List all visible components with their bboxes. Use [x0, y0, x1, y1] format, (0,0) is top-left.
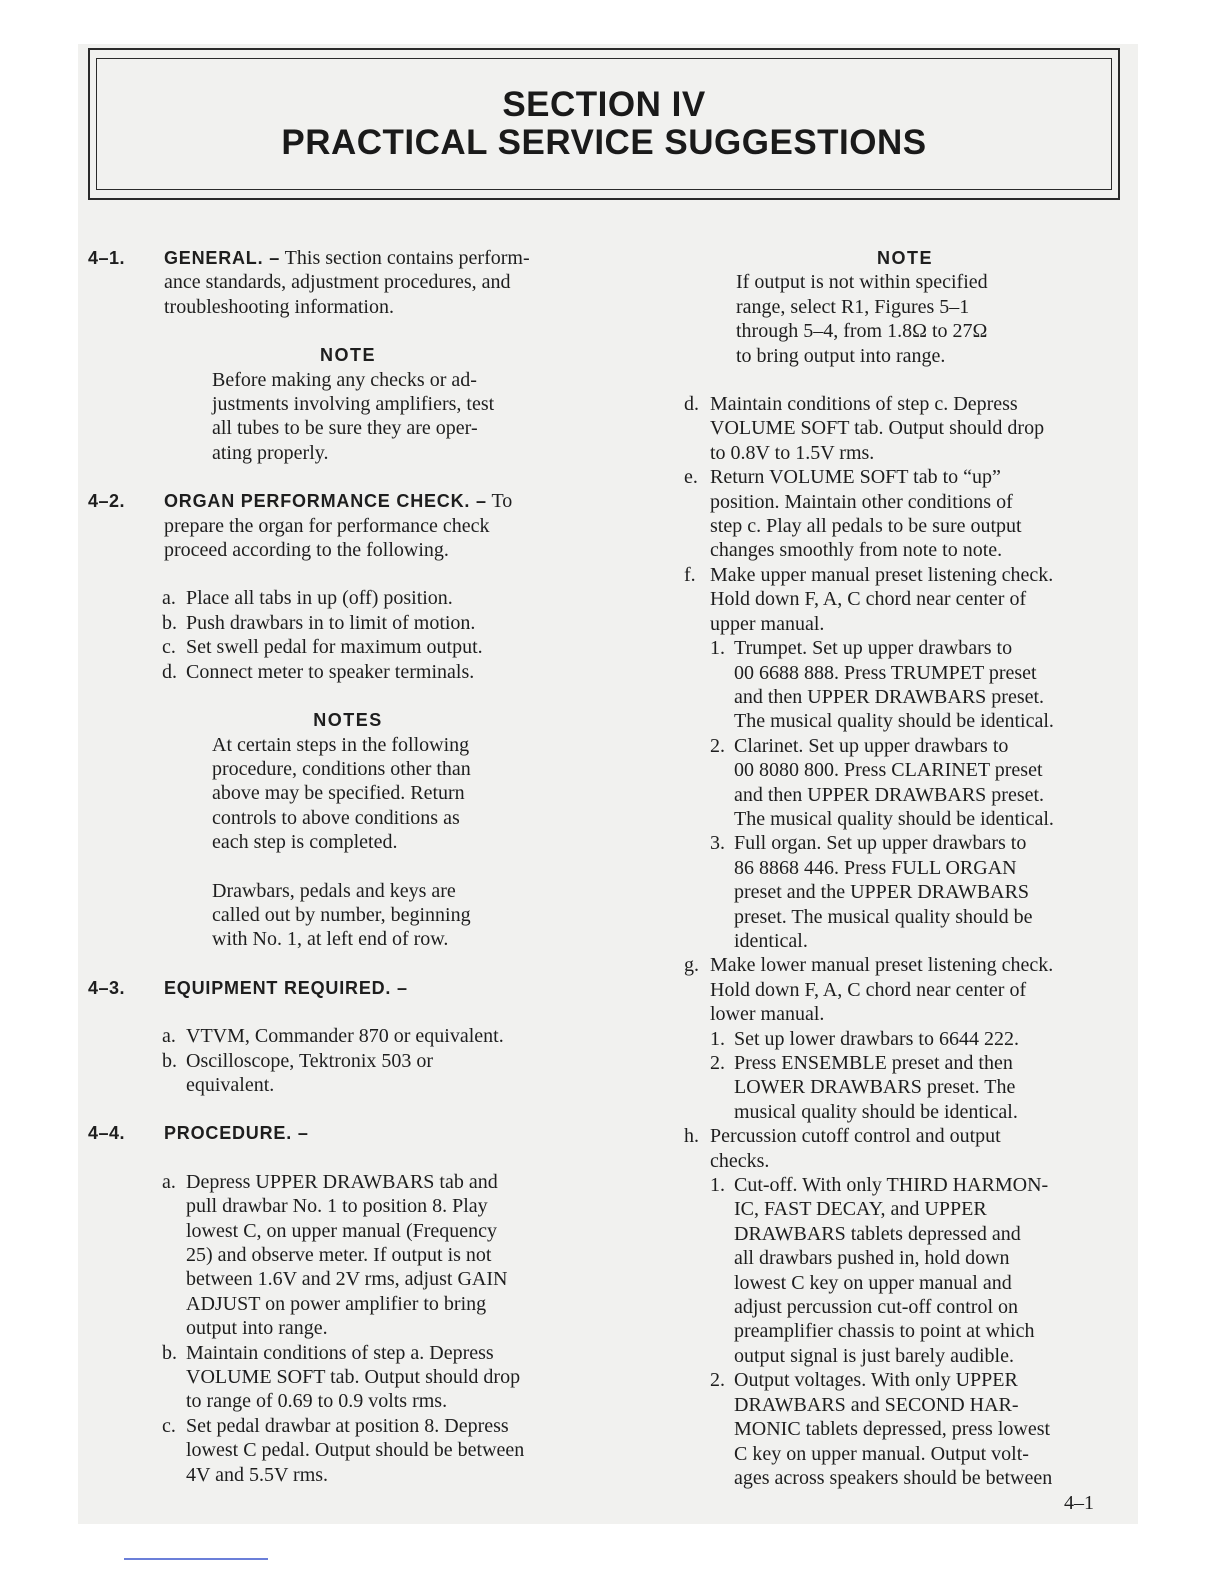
- paragraph-4-2: [88, 489, 608, 562]
- list-item: c. Set swell pedal for maximum output.: [162, 636, 483, 659]
- paragraph-text: proceed according to the following.: [164, 539, 449, 562]
- footer-rule: [124, 1558, 268, 1560]
- note-title: NOTE: [319, 345, 376, 366]
- equipment-list: [162, 1024, 608, 1097]
- sub-list-item: 1. Set up lower drawbars to 6644 222.: [710, 1027, 1019, 1050]
- note-line: controls to above conditions as: [212, 806, 460, 829]
- list-item: a. Depress UPPER DRAWBARS tab and pull drawbar No. 1 to position 8. Play lowest C, on upper manual (Frequency 25) and observe meter. If output is not between 1.6V and 2V rms, adjust GAIN ADJUST on power amplifier to bring output into range.: [162, 1170, 508, 1340]
- paragraph-heading: EQUIPMENT REQUIRED. –: [164, 977, 408, 998]
- list-item: b. Oscilloscope, Tektronix 503 or equivalent.: [162, 1049, 434, 1096]
- list-item: b. Push drawbars in to limit of motion.: [162, 611, 476, 634]
- list-item: e. Return VOLUME SOFT tab to “up” position. Maintain other conditions of step c. Play all pedals to be sure output changes smoothly from note to note.: [684, 466, 1022, 562]
- list-item: d. Connect meter to speaker terminals.: [162, 660, 475, 683]
- paragraph-text: ance standards, adjustment procedures, and: [164, 271, 511, 294]
- note-title: NOTE: [876, 248, 933, 268]
- note-line: through 5–4, from 1.8Ω to 27Ω: [736, 320, 988, 343]
- list-item: h. Percussion cutoff control and output checks. 1. Cut-off. With only THIRD HARMON- IC, FAST DECAY, and UPPER DRAWBARS tablets depressed and all drawbars pushed in, hold down lowest C key on upper manual and adjust percussion cut-off control on preamplifier chassis to point at which output signal is just barely audible. 2. Output voltages. With only UPPER DRAWBARS and SECOND HAR- MONIC tablets depressed, press lowest C key on upper manual. Output volt- ages across speakers should be between: [684, 1124, 1130, 1490]
- note-line: Before making any checks or ad-: [212, 368, 477, 391]
- paragraph-number: 4–4.: [88, 1123, 126, 1144]
- list-item: d. Maintain conditions of step c. Depress VOLUME SOFT tab. Output should drop to 0.8V to 1.5V rms.: [684, 393, 1045, 464]
- section-header-box: [88, 48, 1120, 200]
- section-number: SECTION IV: [502, 85, 706, 124]
- note-line: called out by number, beginning: [212, 903, 471, 926]
- paragraph-text: troubleshooting information.: [164, 295, 394, 318]
- paragraph-heading: PROCEDURE. –: [164, 1123, 309, 1144]
- notes-body: [212, 733, 608, 952]
- paragraph-heading: GENERAL. –: [164, 248, 281, 268]
- list-item: a. Place all tabs in up (off) position.: [162, 587, 453, 610]
- list-item: c. Set pedal drawbar at position 8. Depress lowest C pedal. Output should be between 4V and 5.5V rms.: [162, 1414, 525, 1486]
- note-line: ating properly.: [212, 441, 329, 464]
- sub-list-item: 2. Press ENSEMBLE preset and then LOWER DRAWBARS preset. The musical quality should be identical.: [710, 1052, 1018, 1123]
- paragraph-heading: ORGAN PERFORMANCE CHECK. –: [164, 491, 487, 512]
- page-number: 4–1: [1064, 1492, 1094, 1514]
- paragraph-number: 4–1.: [88, 248, 126, 268]
- sub-list-item: 2. Output voltages. With only UPPER DRAWBARS and SECOND HAR- MONIC tablets depressed, press lowest C key on upper manual. Output volt- ages across speakers should be between: [710, 1369, 1053, 1489]
- sub-list-item: 1. Cut-off. With only THIRD HARMON- IC, FAST DECAY, and UPPER DRAWBARS tablets depressed and all drawbars pushed in, hold down lowest C key on upper manual and adjust percussion cut-off control on preamplifier chassis to point at which output signal is just barely audible.: [710, 1174, 1049, 1367]
- sub-list-item: 3. Full organ. Set up upper drawbars to 86 8868 446. Press FULL ORGAN preset and the UPPER DRAWBARS preset. The musical quality should be identical.: [710, 832, 1033, 952]
- list-item: b. Maintain conditions of step a. Depress VOLUME SOFT tab. Output should drop to range of 0.69 to 0.9 volts rms.: [162, 1341, 521, 1413]
- note-line: with No. 1, at left end of row.: [212, 928, 449, 951]
- paragraph-number: 4–2.: [88, 491, 126, 512]
- note-line: range, select R1, Figures 5–1: [736, 295, 970, 318]
- section-header-inner: [96, 58, 1112, 190]
- note-body: [212, 368, 608, 466]
- note-line: At certain steps in the following: [212, 733, 470, 756]
- note-line: above may be specified. Return: [212, 782, 465, 805]
- paragraph-4-3: [88, 976, 608, 1000]
- note-line: Drawbars, pedals and keys are: [212, 879, 456, 902]
- list-item: f. Make upper manual preset listening check. Hold down F, A, C chord near center of upper manual. 1. Trumpet. Set up upper drawbars to 00 6688 888. Press TRUMPET preset and then UPPER DRAWBARS preset. The musical quality should be identical. 2. Clarinet. Set up upper drawbars to 00 8080 800. Press CLARINET preset and then UPPER DRAWBARS preset. The musical quality should be identical. 3. Full organ. Set up upper drawbars to 86 8868 446. Press FULL ORGAN preset and the UPPER DRAWBARS preset. The musical quality should be identical.: [684, 563, 1130, 954]
- note-line: If output is not within specified: [736, 271, 988, 294]
- setup-list: [162, 586, 608, 684]
- paragraph-number: 4–3.: [88, 977, 126, 998]
- note-body: [736, 270, 1130, 368]
- note-line: procedure, conditions other than: [212, 757, 471, 780]
- paragraph-text: To: [486, 490, 513, 513]
- notes-title: NOTES: [313, 710, 383, 731]
- procedure-list: [162, 1170, 608, 1487]
- sub-list-item: 2. Clarinet. Set up upper drawbars to 00 8080 800. Press CLARINET preset and then UPPER DRAWBARS preset. The musical quality should be identical.: [710, 734, 1054, 830]
- right-column: [640, 246, 1130, 1490]
- note-line: each step is completed.: [212, 831, 398, 854]
- left-column: [88, 246, 608, 1487]
- list-item: g. Make lower manual preset listening check. Hold down F, A, C chord near center of lower manual. 1. Set up lower drawbars to 6644 222. 2. Press ENSEMBLE preset and then LOWER DRAWBARS preset. The musical quality should be identical.: [684, 953, 1130, 1124]
- list-item: a. VTVM, Commander 870 or equivalent.: [162, 1025, 504, 1048]
- note-line: all tubes to be sure they are oper-: [212, 417, 478, 440]
- note-line: justments involving amplifiers, test: [212, 393, 495, 416]
- section-title: PRACTICAL SERVICE SUGGESTIONS: [281, 123, 927, 162]
- paragraph-4-1: [88, 246, 608, 319]
- note-line: to bring output into range.: [736, 344, 946, 367]
- paragraph-4-4: [88, 1121, 608, 1145]
- sub-list-item: 1. Trumpet. Set up upper drawbars to 00 6688 888. Press TRUMPET preset and then UPPER DRAWBARS preset. The musical quality should be identical.: [710, 637, 1054, 733]
- paragraph-text: prepare the organ for performance check: [164, 514, 490, 537]
- paragraph-text: This section contains perform-: [280, 247, 530, 269]
